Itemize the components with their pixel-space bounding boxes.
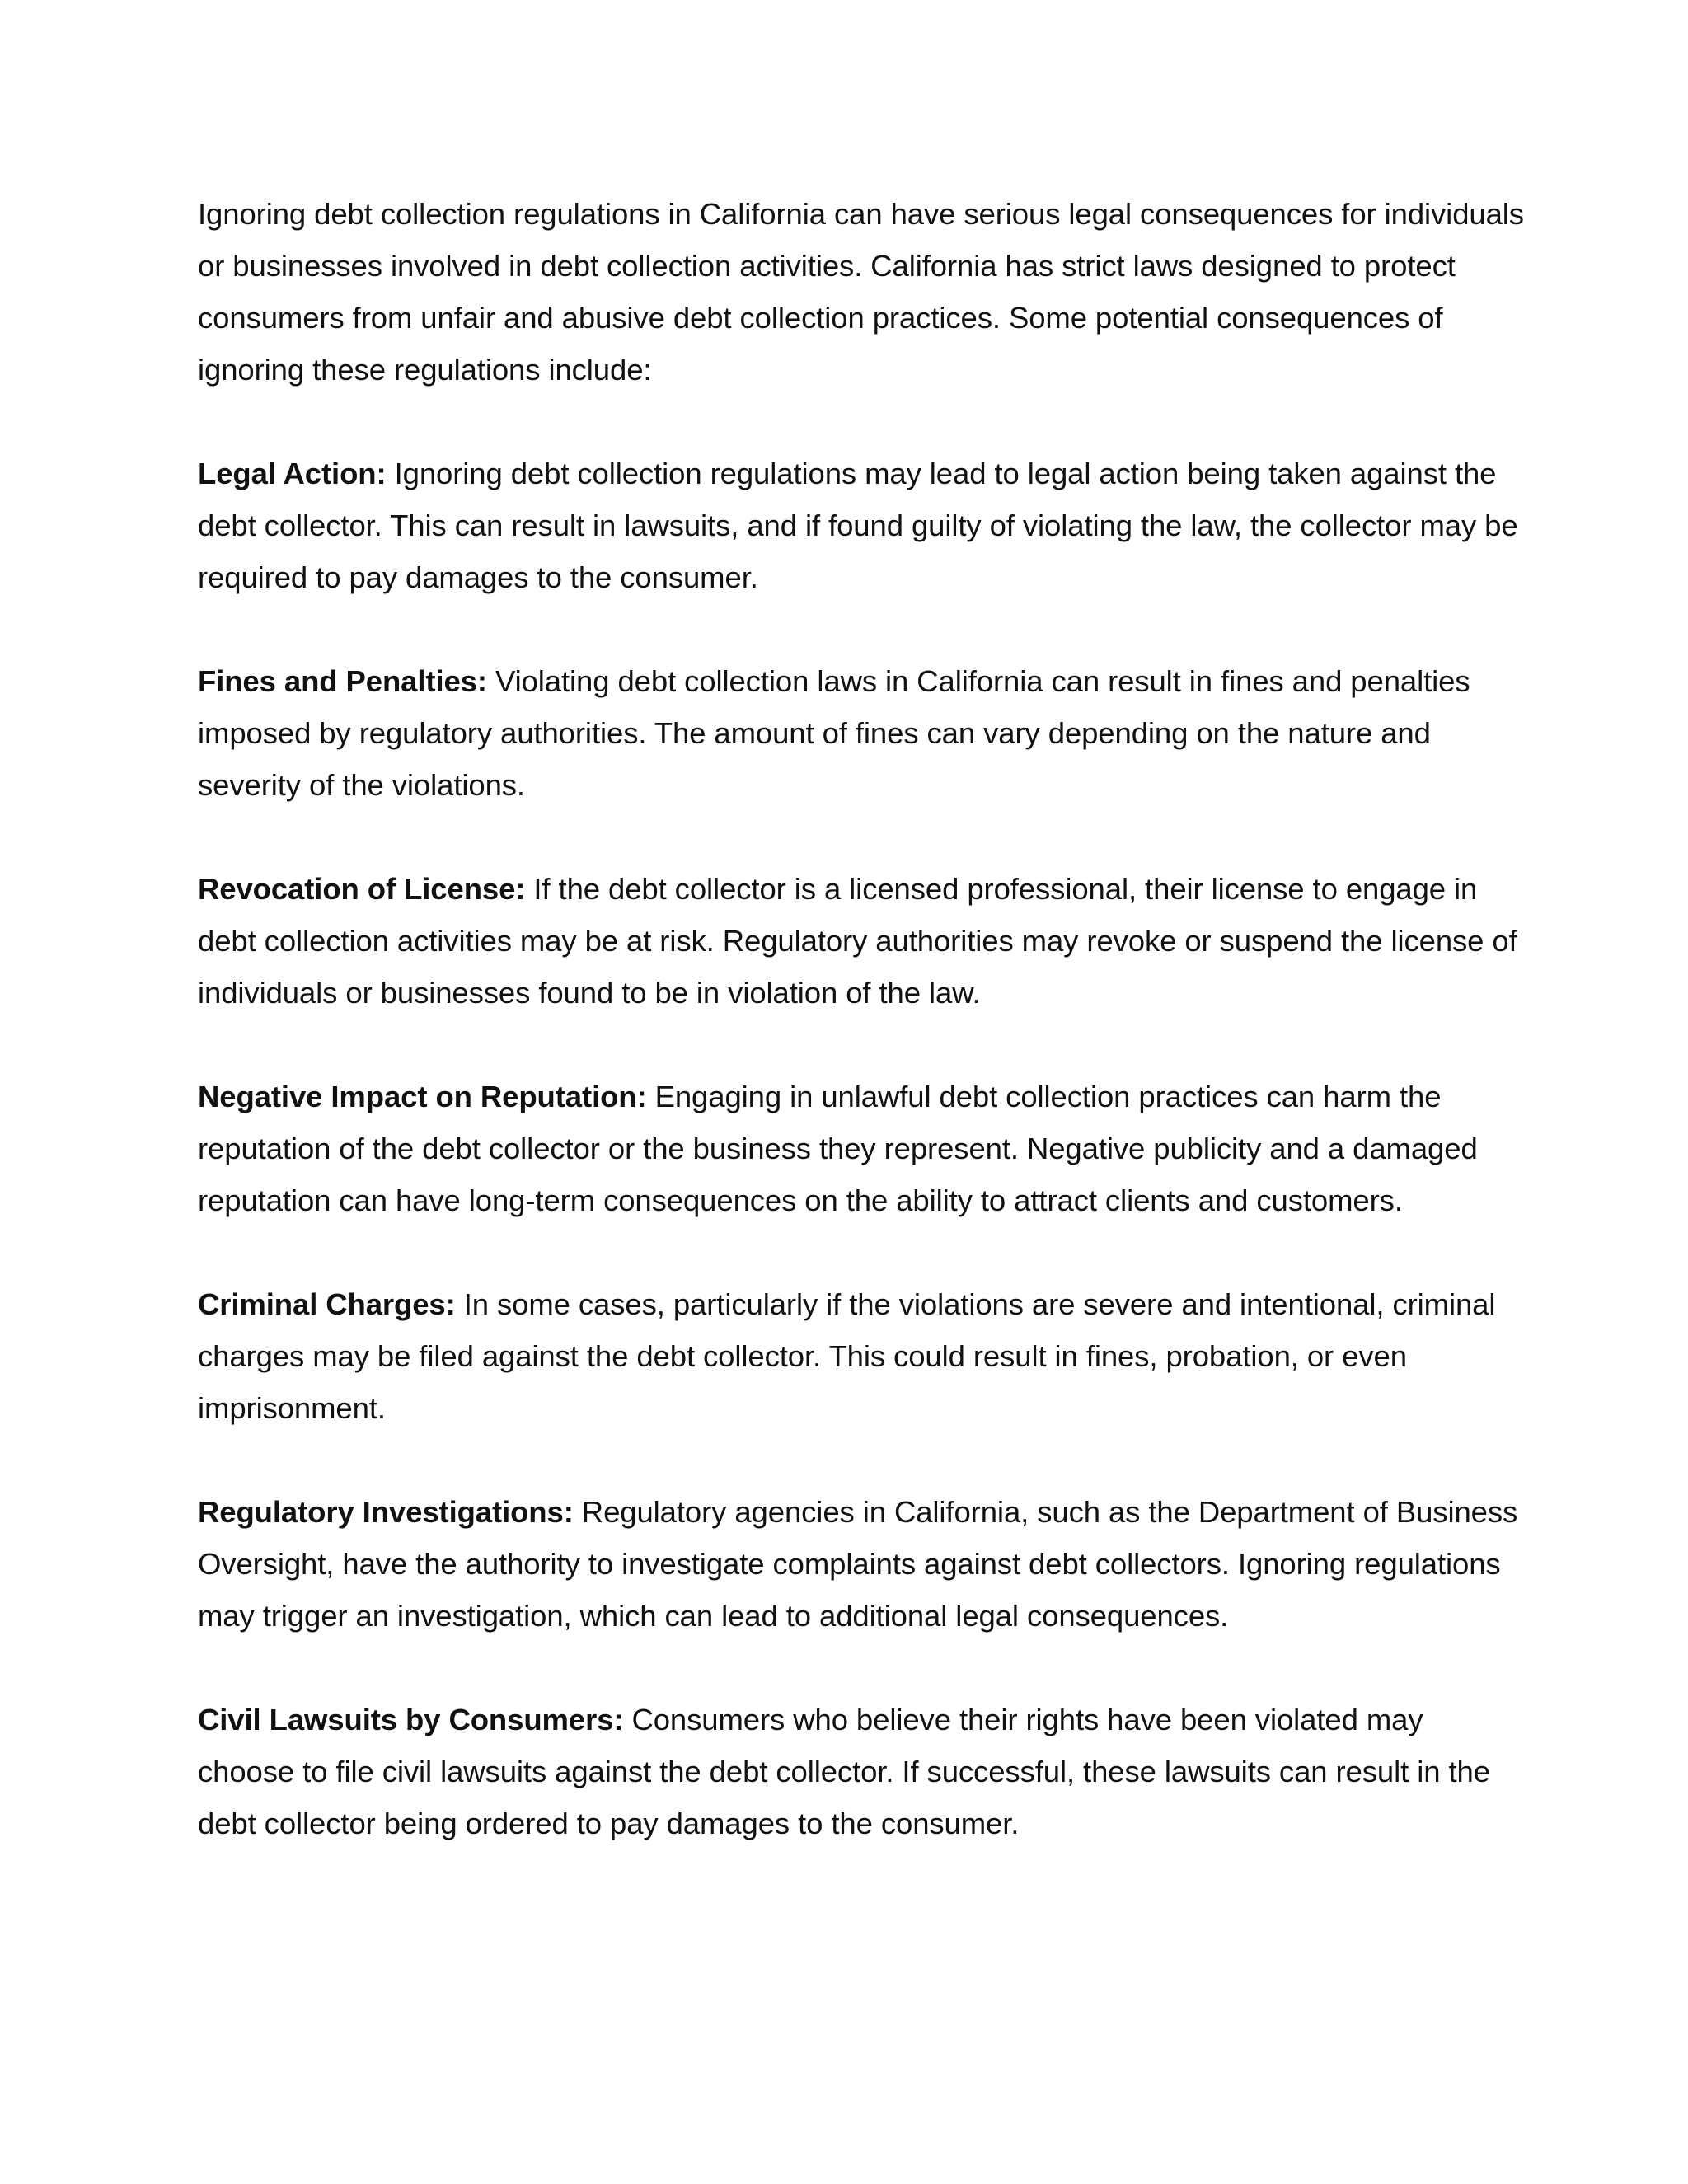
revocation-of-license-text: If the debt collector is a licensed professional, their license to engage in debt collection activities may be at risk. Regulatory authorities may revoke or suspend the license of individuals or businesses found to be in violation of the law.: [198, 872, 1517, 1010]
fines-and-penalties-text: Violating debt collection laws in California can result in fines and penalties imposed by regulatory authorities. The amount of fines can vary depending on the nature and severity of the violations.: [198, 664, 1470, 802]
negative-impact-on-reputation-text: Engaging in unlawful debt collection practices can harm the reputation of the debt collector or the business they represent. Negative publicity and a damaged reputation can have long-term consequences on the ability to attract clients and customers.: [198, 1080, 1478, 1217]
criminal-charges-term: Criminal Charges:: [198, 1287, 456, 1321]
fines-and-penalties-paragraph: [198, 655, 1525, 811]
criminal-charges-paragraph: [198, 1278, 1525, 1434]
document-page: [198, 188, 1525, 1901]
fines-and-penalties-term: Fines and Penalties:: [198, 664, 487, 698]
revocation-of-license-term: Revocation of License:: [198, 872, 526, 906]
regulatory-investigations-term: Regulatory Investigations:: [198, 1495, 574, 1529]
civil-lawsuits-by-consumers-paragraph: [198, 1694, 1525, 1849]
criminal-charges-text: In some cases, particularly if the violations are severe and intentional, criminal charges may be filed against the debt collector. This could result in fines, probation, or even imprisonment.: [198, 1287, 1496, 1425]
intro-paragraph: Ignoring debt collection regulations in California can have serious legal consequences for individuals or businesses involved in debt collection activities. California has strict laws designed to protect consumers from unfair and abusive debt collection practices. Some potential consequences of ignoring these regulations include:: [198, 197, 1524, 387]
civil-lawsuits-by-consumers-text: Consumers who believe their rights have been violated may choose to file civil lawsuits against the debt collector. If successful, these lawsuits can result in the debt collector being ordered to pay damages to the consumer.: [198, 1703, 1490, 1840]
legal-action-text: Ignoring debt collection regulations may lead to legal action being taken against the debt collector. This can result in lawsuits, and if found guilty of violating the law, the collector may be required to pay damages to the consumer.: [198, 457, 1518, 594]
negative-impact-on-reputation-term: Negative Impact on Reputation:: [198, 1080, 647, 1113]
civil-lawsuits-by-consumers-term: Civil Lawsuits by Consumers:: [198, 1703, 624, 1736]
revocation-of-license-paragraph: [198, 863, 1525, 1019]
negative-impact-on-reputation-paragraph: [198, 1071, 1525, 1226]
regulatory-investigations-paragraph: [198, 1486, 1525, 1642]
legal-action-term: Legal Action:: [198, 457, 387, 490]
regulatory-investigations-text: Regulatory agencies in California, such as the Department of Business Oversight, have the authority to investigate complaints against debt collectors. Ignoring regulations may trigger an investigation, which can lead to additional legal consequences.: [198, 1495, 1518, 1633]
legal-action-paragraph: [198, 448, 1525, 603]
